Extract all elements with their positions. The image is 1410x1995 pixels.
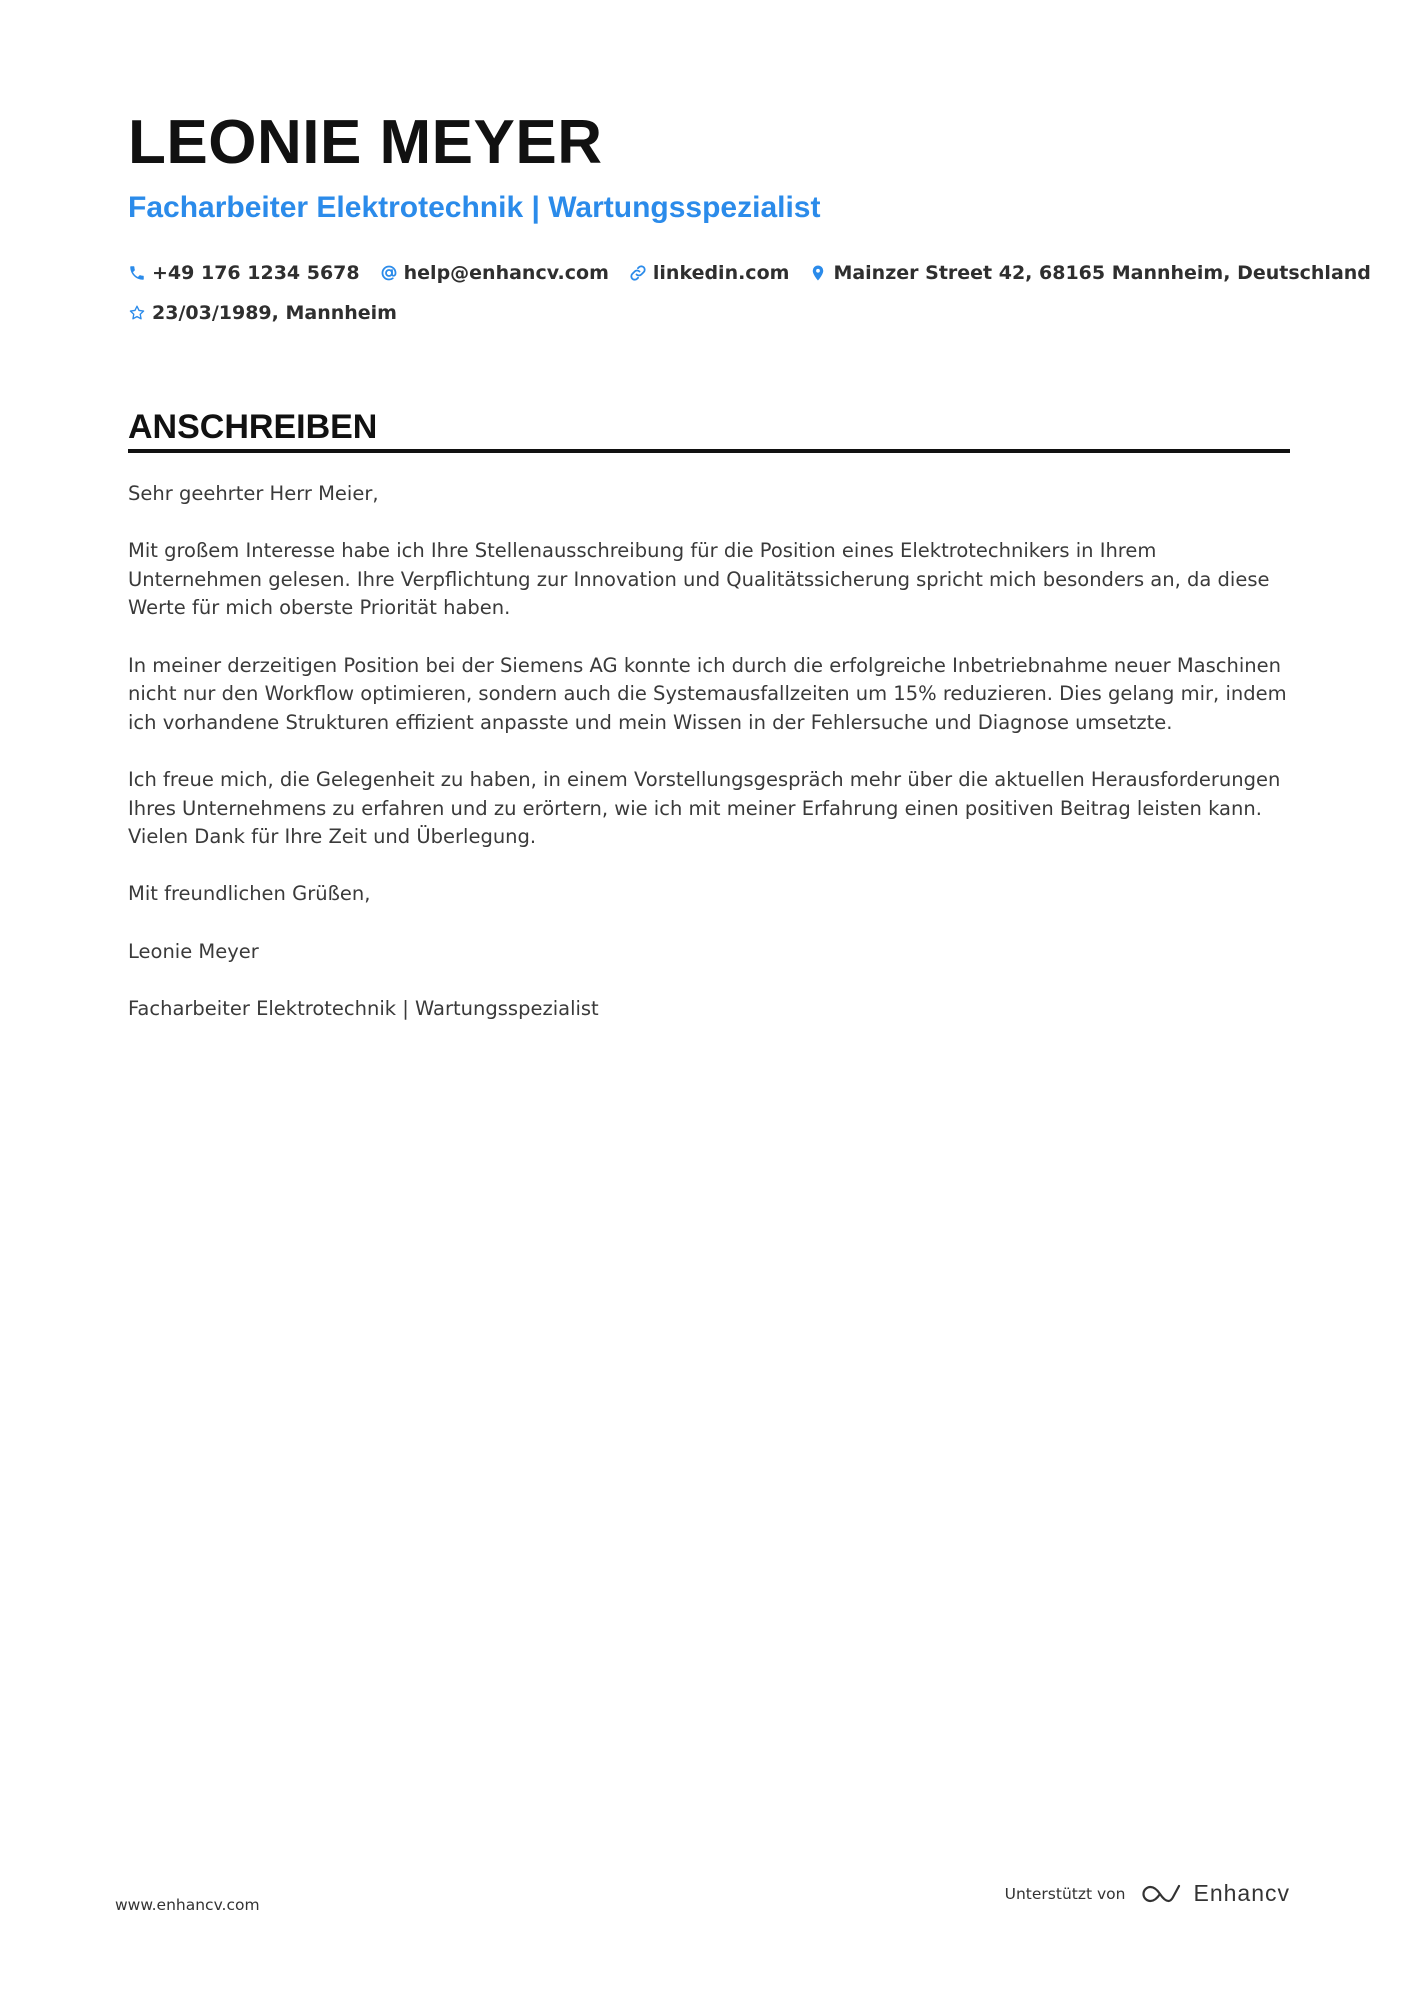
signature-title: Facharbeiter Elektrotechnik | Wartungsspezialist [128,996,599,1020]
at-icon [380,264,398,282]
contact-address [809,262,1370,284]
footer-branding [1005,1880,1290,1907]
brand-name: Enhancv [1193,1880,1290,1906]
contact-email-text: help@enhancv.com [403,262,609,284]
phone-icon [128,264,146,282]
contact-email[interactable] [380,262,609,284]
letter-closing: Mit freundlichen Grüßen, [128,882,371,906]
letter-body [128,480,1290,1052]
star-icon [128,304,146,322]
contact-birth-text: 23/03/1989, Mannheim [152,302,397,324]
powered-by-label: Unterstützt von [1004,1884,1126,1903]
footer-website[interactable]: www.enhancv.com [115,1896,260,1914]
contact-linkedin-text: linkedin.com [652,262,790,284]
signature-name: Leonie Meyer [128,939,259,963]
link-icon [629,264,647,282]
section-title: ANSCHREIBEN [128,408,378,446]
letter-salutation: Sehr geehrter Herr Meier, [128,482,379,505]
enhancv-logo-icon [1137,1881,1183,1907]
letter-paragraph: In meiner derzeitigen Position bei der Siemens AG konnte ich durch die erfolgreiche Inbetriebnahme neuer Maschinen nicht nur den Workflow optimieren, sondern auch die Systemausfallzeiten um 15% reduzieren. Dies gelang mir, indem ich vorhandene Strukturen effizient anpasste und mein Wissen in der Fehlersuche und Diagnose umsetzte. [128,653,1287,734]
contact-linkedin[interactable] [629,262,790,284]
contact-phone-text: +49 176 1234 5678 [152,262,360,284]
letter-paragraph: Ich freue mich, die Gelegenheit zu haben, in einem Vorstellungsgespräch mehr über die aktuellen Herausforderungen Ihres Unternehmens zu erfahren und zu erörtern, wie ich mit meiner Erfahrung einen positiven Beitrag leisten kann. Vielen Dank für Ihre Zeit und Überlegung. [128,767,1281,849]
candidate-headline: Facharbeiter Elektrotechnik | Wartungsspezialist [128,191,821,224]
contact-birth [128,302,397,324]
contact-phone[interactable] [128,262,360,284]
contact-row [128,293,1290,333]
section-divider [128,449,1290,453]
contact-info [128,253,1371,333]
contact-address-text: Mainzer Street 42, 68165 Mannheim, Deutschland [833,262,1371,284]
location-pin-icon [809,264,827,282]
contact-row [128,253,1371,293]
letter-paragraph: Mit großem Interesse habe ich Ihre Stellenausschreibung für die Position eines Elektrotechnikers in Ihrem Unternehmen gelesen. Ihre Verpflichtung zur Innovation und Qualitätssicherung spricht mich besonders an, da diese Werte für mich oberste Priorität haben. [128,539,1270,620]
candidate-name: LEONIE MEYER [128,108,603,177]
